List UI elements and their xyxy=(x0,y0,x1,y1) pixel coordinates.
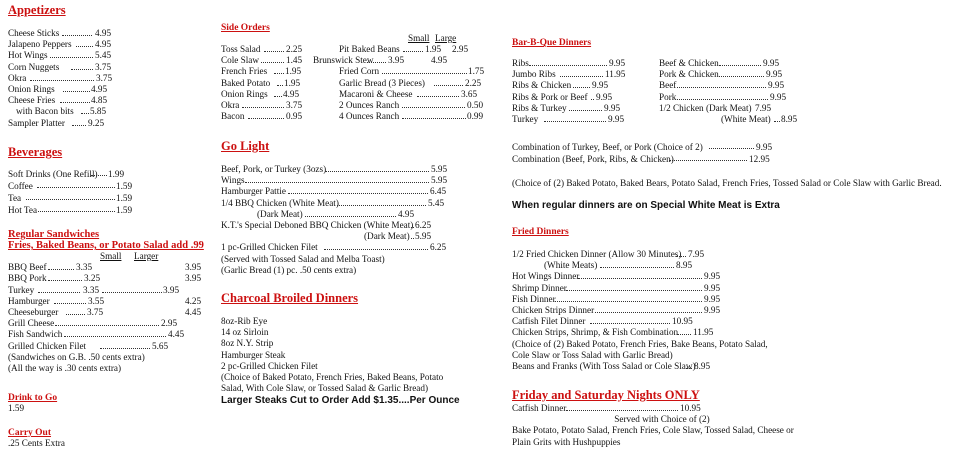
sandwich-note: (Sandwiches on G.B. .50 cents extra) xyxy=(8,351,145,362)
list-item: Onion Rings 4.95 xyxy=(8,83,108,94)
list-item: French Fries 1.95 xyxy=(221,66,302,77)
list-item: Corn Nuggets 3.75 xyxy=(8,61,112,72)
list-item: Okra 3.75 xyxy=(221,99,303,110)
list-item: Brunswick Stew 3.95 4.95 xyxy=(313,55,448,66)
list-item: Baked Potato 1.95 xyxy=(221,77,301,88)
list-item: Ribs 9.95 xyxy=(512,58,626,68)
appetizers-list xyxy=(8,28,204,129)
list-item: Toss Salad 2.25 xyxy=(221,44,303,54)
list-item: Okra 3.75 xyxy=(8,72,113,83)
charcoal-note: (Choice of Baked Potato, French Fries, Baked Beans, Potato Salad, With Cole Slaw, or Tossed Salad & Garlic Bread) xyxy=(221,371,444,394)
table-row: Fish Sandwich 4.45 xyxy=(8,329,185,340)
list-item: 8oz-Rib Eye xyxy=(221,316,268,326)
list-item: Chicken Strips, Shrimp, & Fish Combination 11.95 xyxy=(512,327,714,338)
list-item: Garlic Bread (3 Pieces) 2.25 xyxy=(339,77,482,88)
list-item: K.T.'s Special Deboned BBQ Chicken (White Meat) 6.25 xyxy=(221,219,432,230)
list-item: Hot Wings Dinner 9.95 xyxy=(512,271,721,282)
friday-heading: Friday and Saturday Nights ONLY xyxy=(512,388,700,402)
friday-list xyxy=(512,403,956,448)
list-item: Hot Wings 5.45 xyxy=(8,50,112,61)
list-item: Sampler Platter 9.25 xyxy=(8,117,105,128)
list-item: Ribs & Chicken 9.95 xyxy=(512,80,609,91)
list-item: Hamburger Steak xyxy=(221,349,286,360)
list-item: Cole Slaw 1.45 xyxy=(221,55,303,66)
table-row: Turkey 3.35 3.95 xyxy=(8,284,180,295)
list-item: Beef 9.95 xyxy=(659,80,785,91)
list-item: 2 pc-Grilled Chicken Filet xyxy=(221,360,318,371)
table-row: Grill Cheese 2.95 xyxy=(8,318,178,329)
carry-out-heading: Carry Out xyxy=(8,428,52,438)
table-row: Grilled Chicken Filet 5.65 xyxy=(8,340,169,351)
list-item: Combination of Turkey, Beef, or Pork (Choice of 2) 9.95 xyxy=(512,142,773,152)
bbq-combos xyxy=(512,141,956,165)
list-item: (Dark Meat) 5.95 xyxy=(364,231,432,242)
friday-note: Bake Potato, Potato Salad, French Fries, Cole Slaw, Tossed Salad, Cheese or Plain Grits with Hushpuppies xyxy=(512,425,794,447)
go-light-heading: Go Light xyxy=(221,139,270,153)
list-item: Tea 1.59 xyxy=(8,193,133,203)
charcoal-footer: Larger Steaks Cut to Order Add $1.35....Per Ounce xyxy=(221,395,460,407)
list-item: Chicken Strips Dinner 9.95 xyxy=(512,304,721,315)
list-item: Wings 5.95 xyxy=(221,175,448,186)
table-row: Hamburger 3.55 4.25 xyxy=(8,295,202,306)
list-item: Ribs & Pork or Beef 9.95 xyxy=(512,91,613,102)
go-light-note: (Served with Tossed Salad and Melba Toast) xyxy=(221,253,385,264)
list-item: Beef, Pork, or Turkey (3ozs) 5.95 xyxy=(221,164,448,174)
list-item: Shrimp Dinner 9.95 xyxy=(512,282,721,293)
list-item: Macaroni & Cheese 3.65 xyxy=(339,88,478,99)
list-item: 1/2 Fried Chicken Dinner (Allow 30 Minutes) 7.95 xyxy=(512,249,705,259)
drink-to-go-price: 1.59 xyxy=(8,403,25,413)
list-item: 4 Ounces Ranch 0.99 xyxy=(339,111,484,122)
list-item: Combination (Beef, Pork, Ribs, & Chicken) 12.95 xyxy=(512,154,770,164)
list-item: Pork 9.95 xyxy=(659,91,787,102)
side-orders-heading: Side Orders xyxy=(221,23,270,33)
go-light-note: (Garlic Bread (1) pc. .50 cents extra) xyxy=(221,264,357,275)
list-item: Coffee 1.59 xyxy=(8,181,133,191)
bbq-special: When regular dinners are on Special White Meat is Extra xyxy=(512,200,780,211)
list-item: Pit Baked Beans 1.95 2.95 xyxy=(339,44,469,54)
list-item: 1 pc-Grilled Chicken Filet 6.25 xyxy=(221,242,447,253)
list-item: Catfish Dinner 10.95 xyxy=(512,403,701,413)
list-item: (White Meat) 8.95 xyxy=(721,113,798,124)
carry-out-text: .25 Cents Extra xyxy=(8,438,65,448)
column-headers: Small Larger xyxy=(100,251,159,261)
table-row: BBQ Beef 3.35 3.95 xyxy=(8,262,202,273)
list-item: Catfish Filet Dinner 10.95 xyxy=(512,316,693,327)
fried-note: (Choice of (2) Baked Potato, French Fries, Bake Beans, Potato Salad, Cole Slaw or Toss Salad with Garlic Bread) xyxy=(512,338,768,360)
fried-heading: Fried Dinners xyxy=(512,227,569,237)
list-item: Jumbo Ribs 11.95 xyxy=(512,69,626,80)
list-item: Cheese Sticks 4.95 xyxy=(8,28,112,38)
list-item: Beef & Chicken 9.95 xyxy=(659,58,780,68)
list-item: Bacon 0.95 xyxy=(221,111,303,122)
list-item: 2 Ounces Ranch 0.50 xyxy=(339,99,484,110)
list-item: (White Meats) 8.95 xyxy=(544,260,693,271)
table-row: Cheeseburger 3.75 4.45 xyxy=(8,306,202,317)
list-item: (Dark Meat) 4.95 xyxy=(257,208,415,219)
list-item: Hamburger Pattie 6.45 xyxy=(221,186,447,197)
list-item: 1/2 Chicken (Dark Meat) 7.95 xyxy=(659,102,772,113)
list-item: Cheese Fries 4.85 xyxy=(8,95,108,106)
beverages-heading: Beverages xyxy=(8,145,63,159)
sandwiches-list xyxy=(8,251,204,374)
list-item: Pork & Chicken 9.95 xyxy=(659,69,783,80)
list-item: 8oz N.Y. Strip xyxy=(221,338,274,349)
bbq-right xyxy=(659,58,829,125)
fried-list xyxy=(512,249,956,372)
list-item: Fish Dinner 9.95 xyxy=(512,293,721,304)
list-item: Soft Drinks (One Refill) 1.99 xyxy=(8,169,125,179)
bbq-heading: Bar-B-Que Dinners xyxy=(512,38,592,48)
list-item: Ribs & Turkey 9.95 xyxy=(512,102,621,113)
side-orders-right xyxy=(313,44,491,122)
table-row: BBQ Pork 3.25 3.95 xyxy=(8,273,202,284)
go-light-list xyxy=(221,164,491,276)
column-headers: Small Large xyxy=(408,33,457,43)
sandwiches-heading: Regular Sandwiches xyxy=(8,229,100,240)
list-item: Beans and Franks (With Toss Salad or Cole Slaw) 8.95 xyxy=(512,360,711,371)
list-item: 14 oz Sirloin xyxy=(221,327,269,338)
drink-to-go-heading: Drink to Go xyxy=(8,393,58,403)
friday-served: Served with Choice of (2) xyxy=(614,414,710,425)
list-item: Turkey 9.95 xyxy=(512,113,625,124)
beverages-list xyxy=(8,168,204,216)
list-item: Jalapeno Peppers 4.95 xyxy=(8,39,112,50)
list-item: Hot Tea 1.59 xyxy=(8,205,133,215)
bbq-left xyxy=(512,58,652,125)
sandwiches-subheading: Fries, Baked Beans, or Potato Salad add .99 xyxy=(8,240,204,251)
appetizers-heading: Appetizers xyxy=(8,3,66,17)
list-item: 1/4 BBQ Chicken (White Meat) 5.45 xyxy=(221,197,445,208)
bbq-note: (Choice of (2) Baked Potato, Baked Bears, Potato Salad, French Fries, Tossed Salad or Cole Slaw with Garlic Bread. xyxy=(512,178,942,188)
charcoal-heading: Charcoal Broiled Dinners xyxy=(221,291,359,305)
charcoal-list xyxy=(221,316,491,407)
list-item: Fried Corn 1.75 xyxy=(339,66,485,77)
sandwich-note: (All the way is .30 cents extra) xyxy=(8,362,122,373)
list-item: Onion Rings 4.95 xyxy=(221,88,300,99)
list-item: with Bacon bits 5.85 xyxy=(16,106,107,117)
